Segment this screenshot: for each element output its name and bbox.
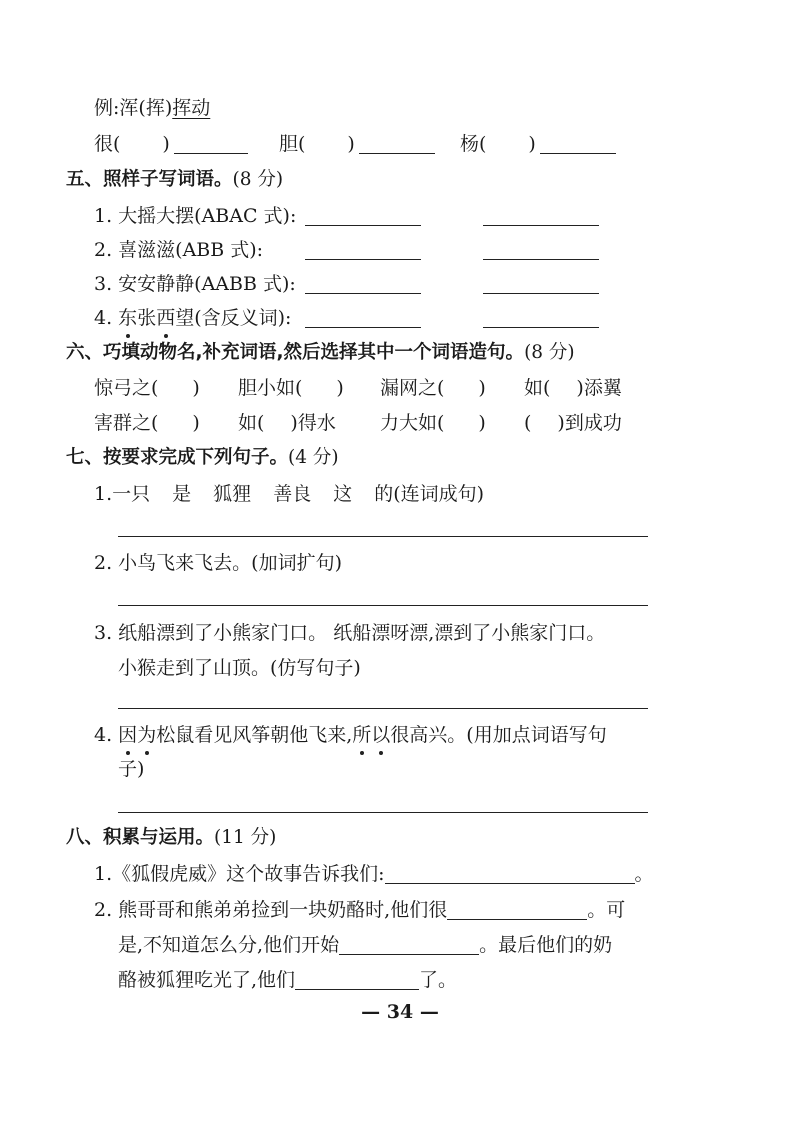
paren-close: ) bbox=[162, 133, 170, 155]
q-number: 4. bbox=[94, 724, 119, 746]
idiom-1 bbox=[94, 376, 200, 400]
char-fill-label: 杨( bbox=[460, 133, 487, 155]
answer-blank[interactable] bbox=[385, 865, 635, 884]
idiom-text: )到成功 bbox=[557, 412, 622, 434]
answer-blank[interactable] bbox=[447, 901, 587, 920]
section5-title bbox=[66, 168, 283, 192]
word-chip: 这 bbox=[333, 483, 353, 505]
item-text: 3. 安安静静(AABB 式): bbox=[94, 273, 296, 295]
section5-score: (8 分) bbox=[232, 169, 284, 190]
idiom-text: 害群之( bbox=[94, 412, 159, 434]
q-text: 。可 bbox=[587, 899, 626, 921]
example-char-a: 浑( bbox=[119, 97, 146, 119]
idiom-6 bbox=[238, 411, 336, 435]
section7-title-text: 七、按要求完成下列句子。 bbox=[66, 447, 289, 468]
paren-close: ) bbox=[478, 377, 486, 399]
q-number: 1. bbox=[94, 483, 113, 505]
idiom-7 bbox=[380, 411, 486, 435]
q-text: 很高兴。(用加点词语写句 bbox=[390, 724, 607, 746]
paren-close: ) bbox=[192, 412, 200, 434]
answer-line[interactable] bbox=[118, 708, 648, 709]
q-text: 2. 熊哥哥和熊弟弟捡到一块奶酪时,他们很 bbox=[94, 899, 448, 921]
section5-item-4 bbox=[94, 306, 291, 330]
idiom-text: 如( bbox=[238, 412, 265, 434]
idiom-text: 漏网之( bbox=[380, 377, 445, 399]
idiom-text: 如( bbox=[524, 377, 551, 399]
idiom-text: ( bbox=[524, 412, 532, 434]
emphasis-char: 西 bbox=[156, 307, 176, 329]
idiom-text: )得水 bbox=[290, 412, 336, 434]
q-text: 了。 bbox=[419, 969, 458, 991]
word-chip: 是 bbox=[172, 483, 192, 505]
emphasis-char: 东 bbox=[118, 307, 138, 329]
char-fill-item-2 bbox=[279, 132, 435, 156]
section5-item-1 bbox=[94, 204, 296, 228]
q-text: 。最后他们的奶 bbox=[479, 934, 613, 956]
answer-blank[interactable] bbox=[359, 135, 435, 154]
section8-q1 bbox=[94, 862, 654, 886]
answer-line[interactable] bbox=[305, 225, 421, 226]
q-text: 1.《狐假虎威》这个故事告诉我们: bbox=[94, 863, 385, 885]
q-text: 是,不知道怎么分,他们开始 bbox=[118, 934, 340, 956]
answer-line[interactable] bbox=[305, 259, 421, 260]
q-text: 子) bbox=[118, 758, 145, 780]
example-close: ) bbox=[164, 97, 173, 119]
section7-q2 bbox=[94, 551, 342, 575]
idiom-text: 惊弓之( bbox=[94, 377, 159, 399]
example-char-b: 挥 bbox=[145, 97, 165, 119]
item-char: 张 bbox=[137, 307, 157, 329]
example-line bbox=[94, 96, 210, 120]
char-fill-label: 胆( bbox=[279, 133, 306, 155]
word-chip: 狐狸 bbox=[213, 483, 252, 505]
answer-line[interactable] bbox=[305, 327, 421, 328]
answer-blank[interactable] bbox=[174, 135, 248, 154]
paren-close: ) bbox=[192, 377, 200, 399]
idiom-5 bbox=[94, 411, 200, 435]
answer-line[interactable] bbox=[483, 293, 599, 294]
answer-line[interactable] bbox=[305, 293, 421, 294]
section6-title-text: 六、巧填动物名,补充词语,然后选择其中一个词语造句。 bbox=[66, 342, 525, 363]
example-answer: 挥动 bbox=[172, 97, 211, 119]
example-label: 例: bbox=[94, 97, 120, 119]
answer-blank[interactable] bbox=[339, 936, 479, 955]
section8-q2-line2 bbox=[118, 933, 612, 957]
section8-title bbox=[66, 826, 276, 850]
idiom-text: 胆小如( bbox=[238, 377, 303, 399]
section5-item-2 bbox=[94, 238, 263, 262]
paren-close: ) bbox=[528, 133, 536, 155]
q-text: 小猴走到了山顶。(仿写句子) bbox=[118, 657, 361, 679]
answer-blank[interactable] bbox=[540, 135, 616, 154]
section6-title bbox=[66, 341, 575, 365]
paren-close: ) bbox=[478, 412, 486, 434]
section7-title bbox=[66, 446, 339, 470]
idiom-8 bbox=[524, 411, 622, 435]
char-fill-label: 很( bbox=[94, 133, 121, 155]
page-number: — 34 — bbox=[361, 1001, 439, 1023]
paren-close: ) bbox=[336, 377, 344, 399]
emphasis-char: 为 bbox=[137, 724, 157, 746]
section5-item-3 bbox=[94, 272, 296, 296]
section8-q2-line3 bbox=[118, 968, 457, 992]
item-suffix: 望(含反义词): bbox=[175, 307, 292, 329]
section5-title-text: 五、照样子写词语。 bbox=[66, 169, 233, 190]
q-text: 松鼠看见风筝朝他飞来, bbox=[156, 724, 353, 746]
word-chip: 一只 bbox=[112, 483, 151, 505]
idiom-2 bbox=[238, 376, 344, 400]
idiom-4 bbox=[524, 376, 622, 400]
item-text: 2. 喜滋滋(ABB 式): bbox=[94, 239, 264, 261]
answer-line[interactable] bbox=[483, 327, 599, 328]
section7-q1 bbox=[94, 482, 484, 506]
idiom-text: 力大如( bbox=[380, 412, 445, 434]
char-fill-item-1 bbox=[94, 132, 248, 156]
char-fill-item-3 bbox=[460, 132, 616, 156]
section7-q3-line2 bbox=[118, 656, 361, 680]
emphasis-char: 所 bbox=[352, 724, 372, 746]
emphasis-char: 以 bbox=[371, 724, 391, 746]
paren-close: ) bbox=[347, 133, 355, 155]
section6-score: (8 分) bbox=[524, 342, 575, 363]
section7-q3-line1 bbox=[94, 621, 605, 645]
section8-score: (11 分) bbox=[214, 827, 277, 848]
emphasis-char: 因 bbox=[118, 724, 138, 746]
answer-line[interactable] bbox=[118, 536, 648, 537]
section7-q4-line1 bbox=[94, 723, 607, 747]
section8-title-text: 八、积累与运用。 bbox=[66, 827, 215, 848]
section7-q4-line2 bbox=[118, 757, 144, 781]
answer-blank[interactable] bbox=[295, 971, 419, 990]
q-text: 。 bbox=[634, 863, 654, 885]
section7-score: (4 分) bbox=[288, 447, 339, 468]
q-text: 酪被狐狸吃光了,他们 bbox=[118, 969, 296, 991]
section8-q2-line1 bbox=[94, 898, 625, 922]
idiom-3 bbox=[380, 376, 486, 400]
word-chip: 善良 bbox=[273, 483, 312, 505]
item-text: 1. 大摇大摆(ABAC 式): bbox=[94, 205, 297, 227]
word-chip: 的(连词成句) bbox=[374, 483, 485, 505]
idiom-text: )添翼 bbox=[576, 377, 622, 399]
q-text: 3. 纸船漂到了小熊家门口。 纸船漂呀漂,漂到了小熊家门口。 bbox=[94, 622, 606, 644]
item-prefix: 4. bbox=[94, 307, 119, 329]
q-text: 2. 小鸟飞来飞去。(加词扩句) bbox=[94, 552, 342, 574]
answer-line[interactable] bbox=[118, 605, 648, 606]
answer-line[interactable] bbox=[483, 225, 599, 226]
answer-line[interactable] bbox=[483, 259, 599, 260]
answer-line[interactable] bbox=[118, 812, 648, 813]
